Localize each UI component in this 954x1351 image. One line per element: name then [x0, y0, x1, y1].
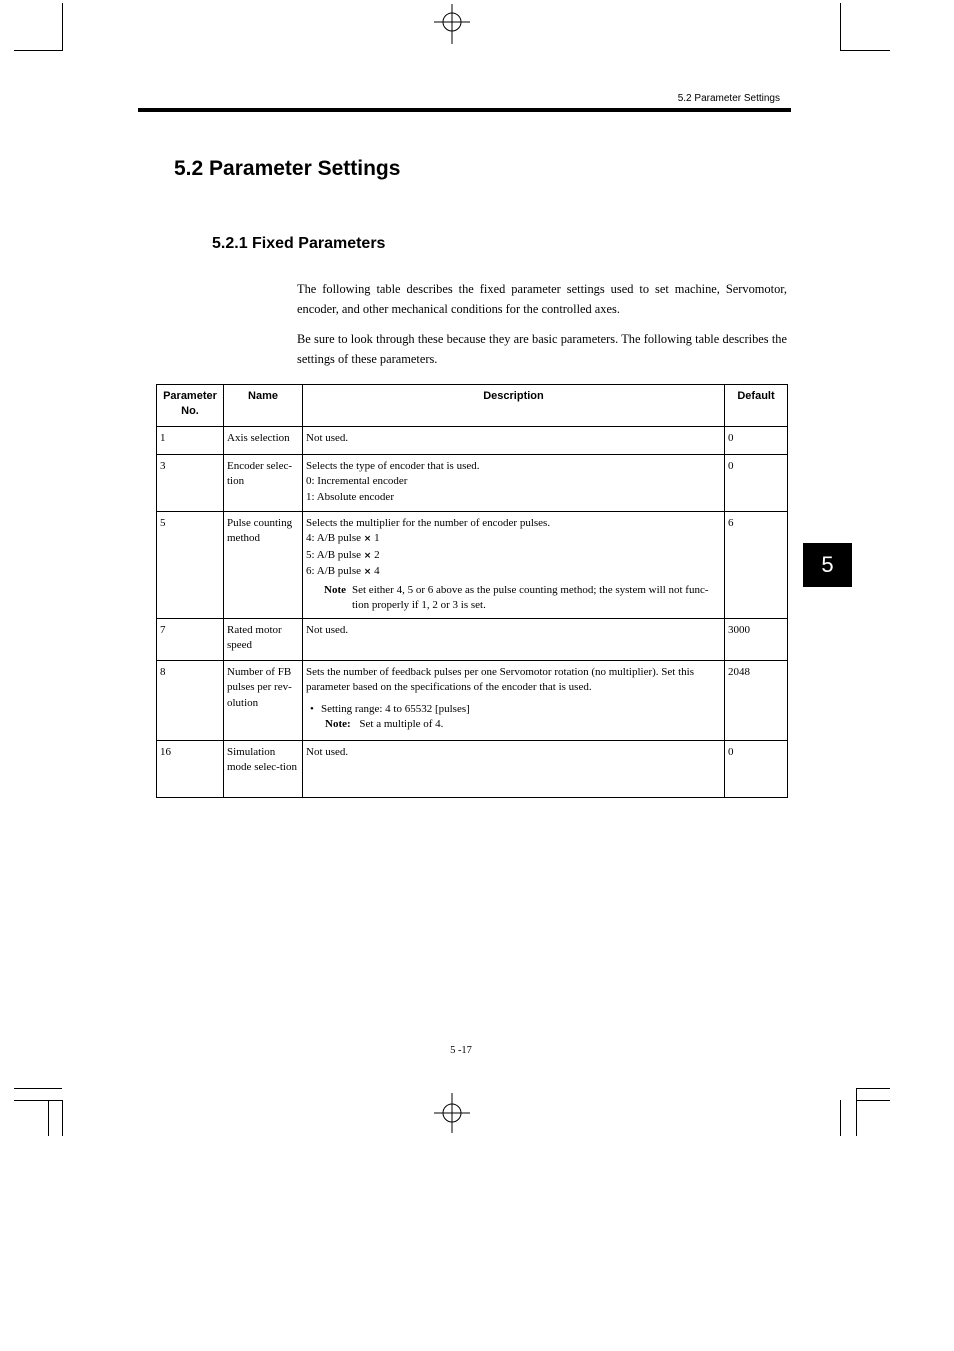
cell-default: 0: [725, 455, 788, 512]
cell-name: Pulse counting method: [224, 512, 303, 619]
table-row: [157, 512, 788, 619]
note-label: Note:: [325, 717, 351, 730]
note-text: Set either 4, 5 or 6 above as the pulse counting method; the system will not func-tion properly if 1, 2 or 3 is set.: [352, 584, 709, 612]
header-default: Default: [725, 385, 788, 427]
bullet-text: Setting range: 4 to 65532 [pulses]: [321, 702, 470, 715]
note-label: Note: [324, 584, 346, 597]
header-parameter-no: [157, 385, 224, 427]
note: [324, 583, 721, 614]
cell-description: [303, 512, 725, 619]
cell-no: 8: [157, 661, 224, 741]
option-line: [306, 548, 721, 564]
cell-no: 1: [157, 427, 224, 455]
registration-mark-icon: [432, 4, 472, 44]
running-header: 5.2 Parameter Settings: [677, 93, 780, 104]
option-value: 4: [374, 564, 380, 577]
desc-line: Selects the multiplier for the number of encoder pulses.: [306, 517, 551, 529]
option-value: 2: [374, 548, 380, 561]
option-value: 1: [374, 532, 380, 545]
registration-mark-icon: [432, 1093, 472, 1133]
bullet-item: [310, 702, 721, 717]
cell-name: Simulation mode selec-tion: [224, 741, 303, 798]
desc-line: 1: Absolute encoder: [306, 490, 394, 503]
cell-description: [303, 455, 725, 512]
fixed-parameters-table: [156, 384, 788, 798]
bullet-icon: •: [310, 702, 314, 715]
table-header-row: [157, 385, 788, 427]
header-param-line1: Parameter: [163, 390, 217, 402]
note: [325, 717, 721, 732]
option-line: [306, 564, 721, 580]
cell-name: Encoder selec-tion: [224, 455, 303, 512]
cell-no: 5: [157, 512, 224, 619]
cell-no: 16: [157, 741, 224, 798]
table-row: [157, 455, 788, 512]
cell-default: 2048: [725, 661, 788, 741]
header-param-line2: No.: [181, 404, 199, 417]
cell-description: [303, 661, 725, 741]
section-title: 5.2 Parameter Settings: [174, 157, 401, 180]
intro-paragraph-1: The following table describes the fixed parameter settings used to set machine, Servomotor, encoder, and other mechanical conditions for the controlled axes.: [297, 282, 787, 316]
table-row: [157, 661, 788, 741]
chapter-tab: 5: [803, 543, 852, 587]
cell-description: Not used.: [303, 619, 725, 661]
cell-description: Not used.: [303, 427, 725, 455]
cell-no: 7: [157, 619, 224, 661]
option-prefix: 4: A/B pulse: [306, 532, 362, 545]
page-number: 5 -17: [450, 1045, 472, 1056]
option-prefix: 5: A/B pulse: [306, 548, 362, 561]
table-row: [157, 741, 788, 798]
header-name: Name: [224, 385, 303, 427]
table-row: [157, 427, 788, 455]
cell-name: Axis selection: [224, 427, 303, 455]
cell-default: 6: [725, 512, 788, 619]
header-rule: [138, 108, 791, 112]
cell-name: Rated motor speed: [224, 619, 303, 661]
note-text: Set a multiple of 4.: [359, 717, 444, 730]
cell-default: 3000: [725, 619, 788, 661]
desc-line: Selects the type of encoder that is used.: [306, 460, 480, 472]
cell-no: 3: [157, 455, 224, 512]
cell-default: 0: [725, 427, 788, 455]
desc-line: 0: Incremental encoder: [306, 475, 408, 488]
table-row: [157, 619, 788, 661]
cell-description: Not used.: [303, 741, 725, 798]
cell-default: 0: [725, 741, 788, 798]
option-line: [306, 531, 721, 547]
cell-name: Number of FB pulses per rev-olution: [224, 661, 303, 741]
desc-text: Sets the number of feedback pulses per one Servomotor rotation (no multiplier). Set this parameter based on the specifications of the encoder that is used.: [306, 666, 694, 694]
multiply-icon: ×: [363, 550, 372, 561]
multiply-icon: ×: [363, 566, 372, 577]
option-prefix: 6: A/B pulse: [306, 564, 362, 577]
header-description: Description: [303, 385, 725, 427]
intro-paragraph-2: Be sure to look through these because they are basic parameters. The following table describes the settings of these parameters.: [297, 332, 787, 366]
multiply-icon: ×: [363, 534, 372, 545]
subsection-title: 5.2.1 Fixed Parameters: [212, 235, 386, 252]
